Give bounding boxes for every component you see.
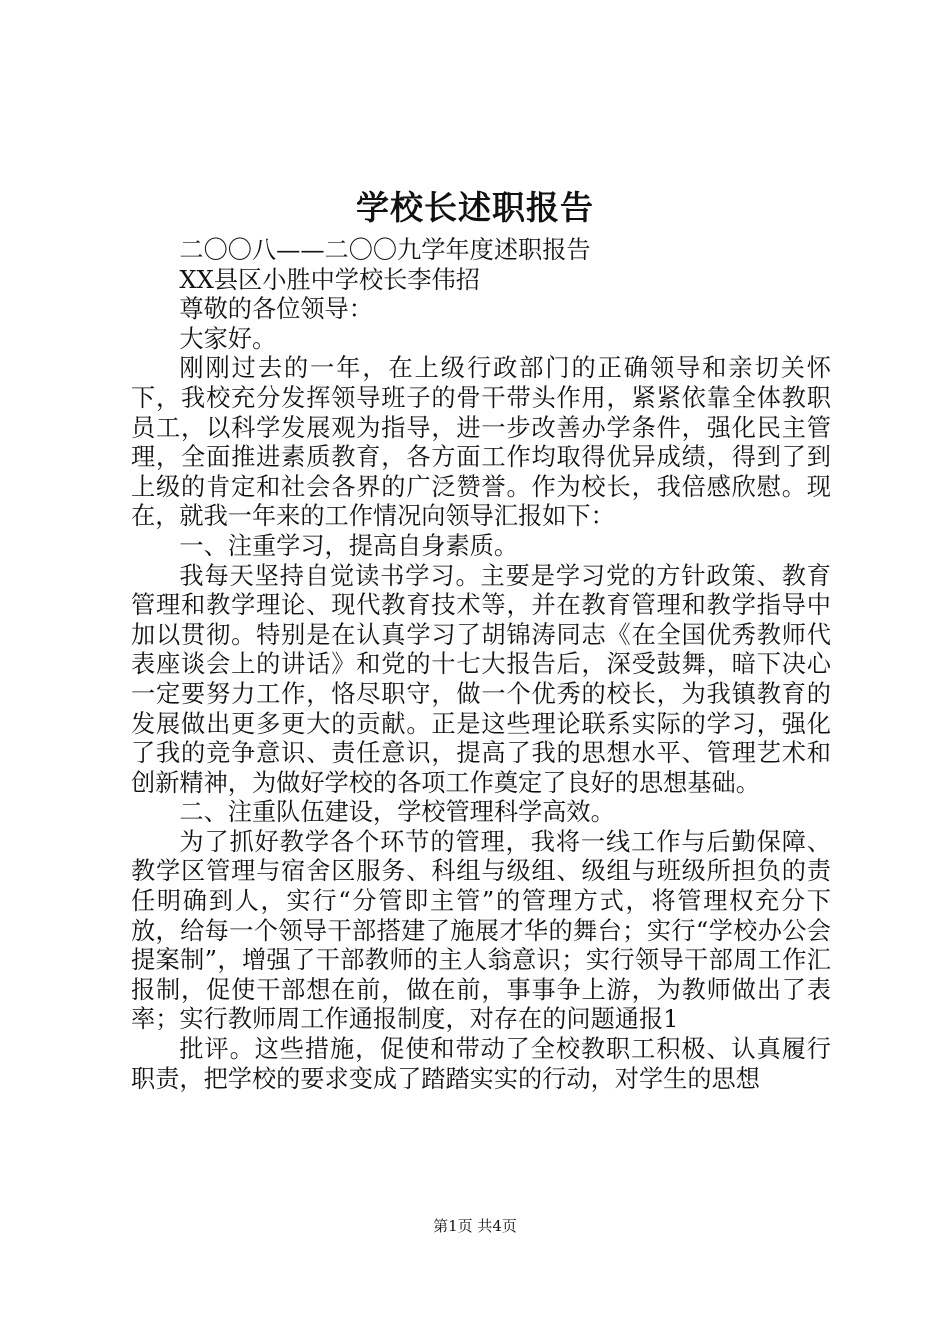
section-2-continued-paragraph: 批评。这些措施，促使和带动了全校教职工积极、认真履行职责，把学校的要求变成了踏踏实实的行动，对学生的思想 <box>131 1035 831 1093</box>
greeting: 大家好。 <box>179 324 277 353</box>
subtitle-school-year: 二〇〇八——二〇〇九学年度述职报告 <box>179 236 591 264</box>
document-body <box>131 236 831 1094</box>
document-title: 学校长述职报告 <box>356 188 594 227</box>
intro-paragraph: 刚刚过去的一年，在上级行政部门的正确领导和亲切关怀下，我校充分发挥领导班子的骨干带头作用，紧紧依靠全体教职员工，以科学发展观为指导，进一步改善办学条件，强化民主管理，全面推进素质教育，各方面工作均取得优异成绩，得到了到上级的肯定和社会各界的广泛赞誉。作为校长，我倍感欣慰。现在，就我一年来的工作情况向领导汇报如下： <box>131 354 831 531</box>
salutation: 尊敬的各位领导： <box>179 295 373 324</box>
section-heading-1: 一、注重学习，提高自身素质。 <box>179 531 519 560</box>
section-1-paragraph: 我每天坚持自觉读书学习。主要是学习党的方针政策、教育管理和教学理论、现代教育技术等，并在教育管理和教学指导中加以贯彻。特别是在认真学习了胡锦涛同志《在全国优秀教师代表座谈会上的讲话》和党的十七大报告后，深受鼓舞，暗下决心一定要努力工作，恪尽职守，做一个优秀的校长，为我镇教育的发展做出更多更大的贡献。正是这些理论联系实际的学习，强化了我的竞争意识、责任意识，提高了我的思想水平、管理艺术和创新精神，为做好学校的各项工作奠定了良好的思想基础。 <box>131 561 831 797</box>
author-line: XX县区小胜中学校长李伟招 <box>179 265 480 294</box>
section-heading-2: 二、注重队伍建设，学校管理科学高效。 <box>179 798 615 827</box>
page-number-footer: 第1页 共4页 <box>433 1217 517 1235</box>
section-2-paragraph: 为了抓好教学各个环节的管理，我将一线工作与后勤保障、教学区管理与宿舍区服务、科组与级组、级组与班级所担负的责任明确到人，实行“分管即主管”的管理方式，将管理权充分下放，给每一个领导干部搭建了施展才华的舞台；实行“学校办公会提案制”，增强了干部教师的主人翁意识；实行领导干部周工作汇报制，促使干部想在前，做在前，事事争上游，为教师做出了表率；实行教师周工作通报制度，对存在的问题通报1 <box>131 827 831 1034</box>
